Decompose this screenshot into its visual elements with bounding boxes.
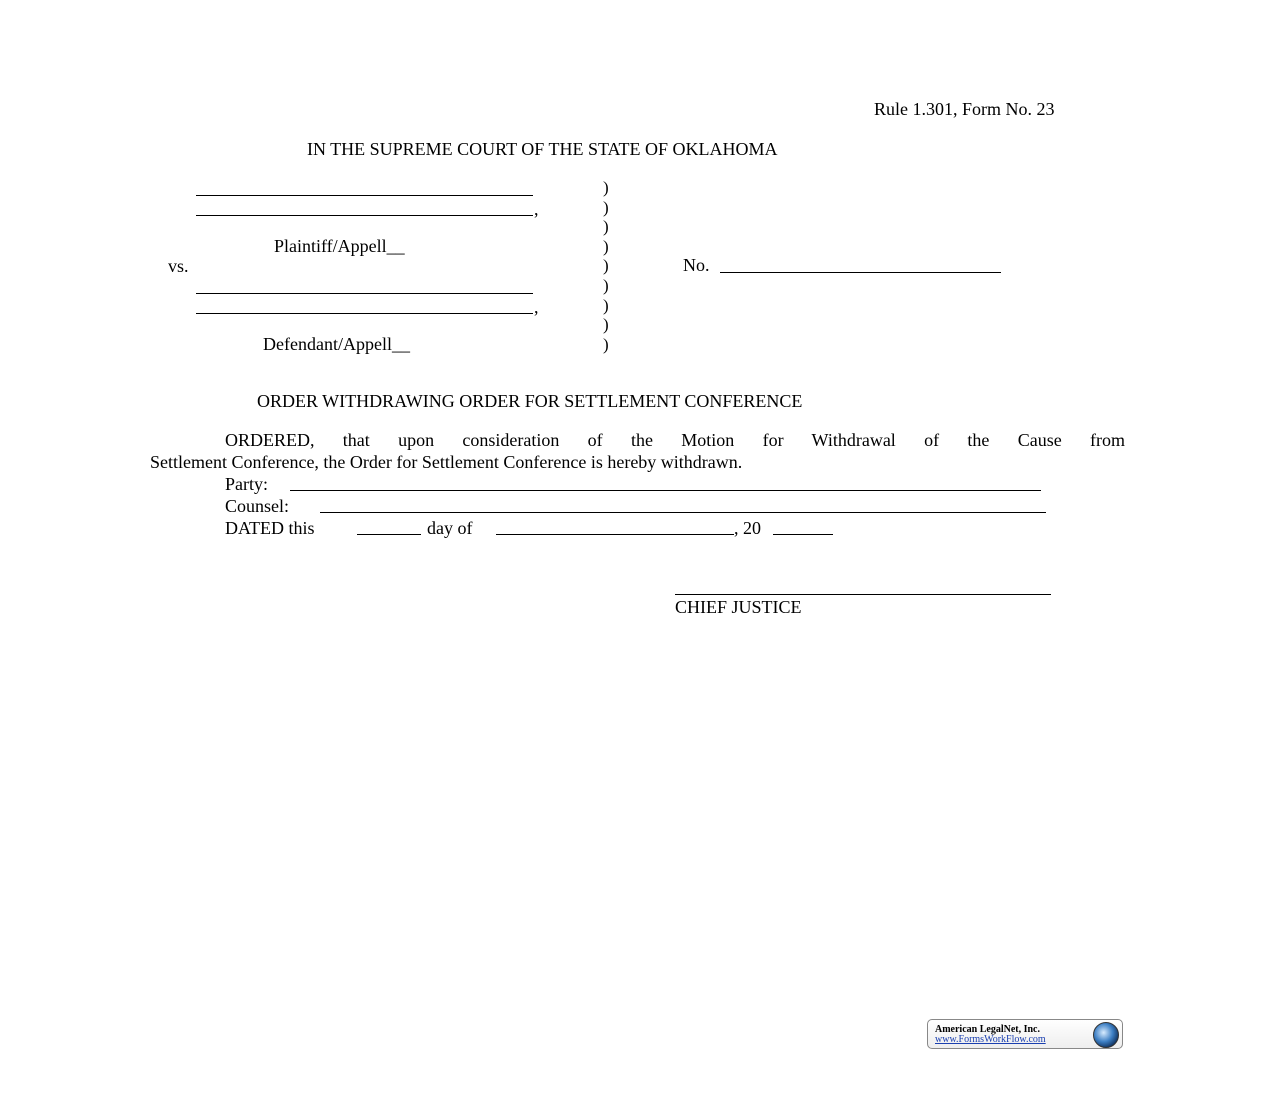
dated-prefix: DATED this (225, 518, 315, 538)
form-rule-number: Rule 1.301, Form No. 23 (874, 99, 1055, 119)
comma: , (534, 297, 539, 317)
comma: , (534, 199, 539, 219)
globe-icon (1093, 1022, 1119, 1048)
badge-company-name: American LegalNet, Inc. (935, 1024, 1040, 1035)
badge-url-link[interactable]: www.FormsWorkFlow.com (935, 1034, 1046, 1045)
plaintiff-name-line-2[interactable] (196, 215, 533, 216)
case-number-line[interactable] (720, 272, 1001, 273)
defendant-label: Defendant/Appell__ (263, 334, 410, 354)
dated-month-line[interactable] (496, 534, 734, 535)
caption-paren: ) (603, 315, 609, 334)
defendant-name-line-1[interactable] (196, 293, 533, 294)
vs-label: vs. (168, 256, 189, 276)
caption-paren: ) (603, 178, 609, 197)
plaintiff-name-line-1[interactable] (196, 195, 533, 196)
court-heading: IN THE SUPREME COURT OF THE STATE OF OKLAHOMA (307, 139, 778, 159)
dated-day-of: day of (427, 518, 473, 538)
caption-paren: ) (603, 198, 609, 217)
dated-day-line[interactable] (357, 534, 421, 535)
plaintiff-label: Plaintiff/Appell__ (274, 236, 405, 256)
counsel-label: Counsel: (225, 496, 290, 516)
party-label: Party: (225, 474, 268, 494)
american-legalnet-badge[interactable] (927, 1019, 1123, 1049)
dated-year-line[interactable] (773, 534, 833, 535)
caption-paren: ) (603, 237, 609, 256)
dated-year-prefix: , 20 (734, 518, 761, 538)
order-text-line-1: ORDERED, that upon consideration of the Motion for Withdrawal of the Cause from (225, 430, 1125, 450)
caption-paren: ) (603, 217, 609, 236)
party-line[interactable] (290, 490, 1041, 491)
caption-paren: ) (603, 296, 609, 315)
order-text-line-2: Settlement Conference, the Order for Settlement Conference is hereby withdrawn. (150, 452, 743, 472)
caption-paren: ) (603, 335, 609, 354)
chief-justice-label: CHIEF JUSTICE (675, 597, 802, 617)
caption-paren: ) (603, 276, 609, 295)
caption-paren: ) (603, 256, 609, 275)
counsel-line[interactable] (320, 512, 1046, 513)
defendant-name-line-2[interactable] (196, 313, 533, 314)
order-title: ORDER WITHDRAWING ORDER FOR SETTLEMENT CONFERENCE (257, 391, 803, 411)
signature-line[interactable] (675, 594, 1051, 595)
case-number-label: No. (683, 255, 710, 275)
